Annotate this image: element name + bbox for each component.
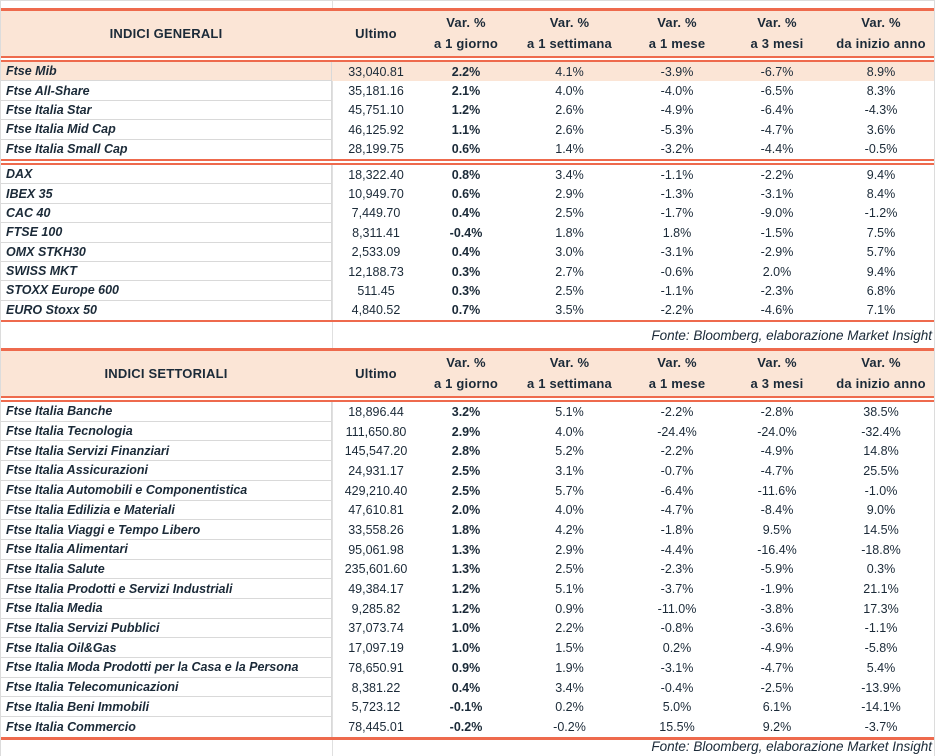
var-1month-value: -3.1% <box>660 660 694 675</box>
ultimo-value: 18,896.44 <box>348 404 404 419</box>
table-row <box>0 461 935 481</box>
table-row <box>0 638 935 658</box>
var-1month-value: -6.4% <box>660 483 694 498</box>
var-1week-value: 5.7% <box>555 483 584 498</box>
indici-generali-table <box>0 8 935 322</box>
var-ytd-value: 6.8% <box>866 283 896 298</box>
indici-settoriali-rows <box>0 402 935 737</box>
var-ytd-value: 7.1% <box>866 303 896 318</box>
var-3months-value: -6.4% <box>760 103 794 118</box>
var-1day-value: 1.3% <box>451 542 481 557</box>
var-3months-value: 6.1% <box>762 700 792 715</box>
var-1week-value: 2.5% <box>555 206 584 221</box>
var-3months-value: -1.5% <box>760 225 794 240</box>
table-row <box>0 579 935 599</box>
row-label: Ftse All-Share <box>0 81 332 100</box>
table-row <box>0 560 935 580</box>
ultimo-value: 9,285.82 <box>351 601 401 616</box>
var-label-line2: da inizio anno <box>836 36 926 51</box>
var-1day-value: 2.1% <box>451 84 481 99</box>
var-ytd-value: -0.5% <box>864 142 898 157</box>
var-1week-value: 3.1% <box>555 463 584 478</box>
table-row <box>0 501 935 521</box>
ultimo-value: 5,723.12 <box>351 700 401 715</box>
table-row <box>0 717 935 737</box>
var-label-line1: Var. % <box>861 15 901 30</box>
var-3months-value: -3.1% <box>760 187 794 202</box>
var-1day-value: 1.3% <box>451 562 481 577</box>
var-1week-value: 1.4% <box>555 142 584 157</box>
var-1week-value: 5.1% <box>555 404 584 419</box>
row-label: Ftse Italia Media <box>0 599 332 619</box>
var-1week-value: 4.2% <box>555 523 584 538</box>
indici-settoriali-table <box>0 348 935 740</box>
var-label-line1: Var. % <box>446 15 486 30</box>
source-note: Fonte: Bloomberg, elaborazione Market Insight <box>651 739 932 755</box>
var-1week-value: 2.9% <box>555 542 584 557</box>
var-ytd-value: -18.8% <box>861 542 901 557</box>
row-label: Ftse Italia Moda Prodotti per la Casa e la Persona <box>0 658 332 678</box>
ultimo-value: 12,188.73 <box>348 264 404 279</box>
var-1month-value: -0.6% <box>660 264 694 279</box>
row-label: Ftse Italia Oil&Gas <box>0 638 332 658</box>
var-ytd-value: 14.5% <box>863 523 899 538</box>
var-1month-value: 15.5% <box>659 719 695 734</box>
row-label: FTSE 100 <box>0 223 332 242</box>
var-ytd-value: 0.3% <box>866 562 896 577</box>
var-1month-value: -11.0% <box>657 601 697 616</box>
table-row <box>0 697 935 717</box>
var-3months-value: -2.9% <box>760 245 794 260</box>
table-row <box>0 120 935 139</box>
ultimo-value: 8,381.22 <box>351 680 401 695</box>
ultimo-value: 2,533.09 <box>351 245 401 260</box>
row-label: Ftse Italia Edilizia e Materiali <box>0 501 332 521</box>
var-ytd-value: 8.3% <box>866 84 896 99</box>
var-1day-value: -0.2% <box>449 719 483 734</box>
table-row <box>0 481 935 501</box>
ultimo-value: 33,040.81 <box>348 64 404 79</box>
var-1day-value: 1.0% <box>451 621 481 636</box>
page-edge-left <box>0 0 1 756</box>
var-ytd-value: -3.7% <box>864 719 898 734</box>
table-row <box>0 204 935 223</box>
var-3months-value: -11.6% <box>757 483 797 498</box>
var-1day-value: 0.7% <box>451 303 481 318</box>
var-3months-value: -9.0% <box>760 206 794 221</box>
var-1week-value: 1.9% <box>555 660 584 675</box>
var-ytd-value: 5.7% <box>866 245 896 260</box>
ultimo-value: 78,650.91 <box>348 660 404 675</box>
row-label: Ftse Mib <box>0 62 332 81</box>
var-ytd-value: -1.1% <box>864 621 898 636</box>
var-1month-value: -0.4% <box>660 680 694 695</box>
var-1month-value: -4.4% <box>660 542 694 557</box>
var-3months-value: 9.5% <box>762 523 792 538</box>
ultimo-value: 49,384.17 <box>348 582 404 597</box>
var-3months-value: -16.4% <box>757 542 797 557</box>
var-ytd-value: 21.1% <box>863 582 899 597</box>
var-1month-value: -4.9% <box>660 103 694 118</box>
var-label-line2: a 1 mese <box>648 36 706 51</box>
indici-generali-header <box>0 11 935 56</box>
var-3months-value: 9.2% <box>762 719 792 734</box>
var-ytd-value: 3.6% <box>866 122 896 137</box>
col-header-ultimo: Ultimo <box>355 26 397 41</box>
var-1week-value: 2.5% <box>555 283 584 298</box>
var-3months-value: -2.5% <box>760 680 794 695</box>
row-label: Ftse Italia Tecnologia <box>0 422 332 442</box>
table-row <box>0 243 935 262</box>
var-3months-value: -1.9% <box>760 582 794 597</box>
var-1week-value: 3.0% <box>555 245 584 260</box>
var-ytd-value: 9.0% <box>866 503 896 518</box>
var-ytd-value: 25.5% <box>863 463 899 478</box>
var-3months-value: -5.9% <box>760 562 794 577</box>
var-1day-value: 2.8% <box>451 444 481 459</box>
var-1day-value: 1.2% <box>451 601 481 616</box>
var-1day-value: 2.2% <box>451 64 481 79</box>
var-1month-value: -4.7% <box>660 503 694 518</box>
page-edge-top <box>0 0 935 1</box>
ultimo-value: 37,073.74 <box>348 621 404 636</box>
var-label-line2: a 3 mesi <box>750 376 804 392</box>
ultimo-value: 429,210.40 <box>344 483 408 498</box>
var-1month-value: -2.2% <box>660 303 694 318</box>
ultimo-value: 18,322.40 <box>348 167 404 182</box>
var-3months-value: -4.4% <box>760 142 794 157</box>
var-1day-value: 0.3% <box>451 264 481 279</box>
var-1week-value: 4.1% <box>555 64 584 79</box>
var-ytd-value: -14.1% <box>861 700 901 715</box>
top-spacer <box>0 0 935 8</box>
ultimo-value: 8,311.41 <box>352 225 400 240</box>
var-1month-value: -1.8% <box>660 523 694 538</box>
row-label: STOXX Europe 600 <box>0 281 332 300</box>
var-1week-value: 4.0% <box>555 424 584 439</box>
var-3months-value: -24.0% <box>757 424 797 439</box>
var-1month-value: -1.1% <box>660 167 694 182</box>
var-1day-value: 0.4% <box>451 245 481 260</box>
var-label-line2: a 3 mesi <box>750 36 804 51</box>
var-1month-value: -0.8% <box>660 621 694 636</box>
var-label-line2: a 1 giorno <box>433 376 499 392</box>
var-ytd-value: 5.4% <box>866 660 896 675</box>
col-header-var-ytd <box>827 11 935 56</box>
var-ytd-value: -32.4% <box>861 424 901 439</box>
var-3months-value: -4.7% <box>760 660 794 675</box>
var-1month-value: -0.7% <box>660 463 694 478</box>
var-ytd-value: 9.4% <box>866 167 896 182</box>
col-header-var-1week <box>512 351 627 396</box>
row-label: Ftse Italia Automobili e Componentistica <box>0 481 332 501</box>
row-label: Ftse Italia Prodotti e Servizi Industriali <box>0 579 332 599</box>
row-label: Ftse Italia Alimentari <box>0 540 332 560</box>
var-ytd-value: 38.5% <box>863 404 899 419</box>
var-3months-value: -4.7% <box>760 122 794 137</box>
var-1month-value: -3.2% <box>660 142 694 157</box>
var-1week-value: 5.2% <box>555 444 584 459</box>
var-1day-value: -0.4% <box>449 225 483 240</box>
var-1month-value: -4.0% <box>660 84 694 99</box>
row-label: Ftse Italia Banche <box>0 402 332 422</box>
var-1month-value: 1.8% <box>662 225 692 240</box>
ultimo-value: 46,125.92 <box>348 122 404 137</box>
source-note: Fonte: Bloomberg, elaborazione Market Insight <box>651 327 932 343</box>
ultimo-value: 10,949.70 <box>348 187 404 202</box>
var-3months-value: -2.2% <box>760 167 794 182</box>
indici-settoriali-header <box>0 351 935 396</box>
var-1week-value: 1.8% <box>555 225 584 240</box>
var-label-line1: Var. % <box>549 355 590 371</box>
ultimo-value: 28,199.75 <box>348 142 404 157</box>
var-1month-value: -24.4% <box>657 424 697 439</box>
var-ytd-value: -4.3% <box>864 103 898 118</box>
col-header-var-1day <box>420 351 512 396</box>
table-row <box>0 540 935 560</box>
table-row <box>0 101 935 120</box>
var-1day-value: -0.1% <box>449 700 483 715</box>
var-1week-value: 4.0% <box>555 84 584 99</box>
var-ytd-value: 7.5% <box>866 225 896 240</box>
var-1day-value: 0.4% <box>451 206 481 221</box>
ultimo-value: 35,181.16 <box>348 84 404 99</box>
var-1day-value: 1.0% <box>451 641 481 656</box>
table-row <box>0 599 935 619</box>
var-ytd-value: -1.2% <box>864 206 898 221</box>
var-1week-value: 1.5% <box>555 641 584 656</box>
var-ytd-value: -5.8% <box>864 641 898 656</box>
ultimo-value: 47,610.81 <box>348 503 404 518</box>
table-row <box>0 62 935 81</box>
var-1day-value: 1.8% <box>451 523 481 538</box>
row-label: Ftse Italia Salute <box>0 560 332 580</box>
var-1month-value: -1.1% <box>660 283 694 298</box>
var-1month-value: -5.3% <box>660 122 694 137</box>
row-label: DAX <box>0 165 332 184</box>
var-1week-value: 2.9% <box>555 187 584 202</box>
row-label: CAC 40 <box>0 204 332 223</box>
ultimo-value: 4,840.52 <box>351 303 401 318</box>
var-1month-value: -3.1% <box>660 245 694 260</box>
var-3months-value: -3.6% <box>760 621 794 636</box>
var-label-line2: a 1 settimana <box>527 36 612 51</box>
var-1month-value: -2.3% <box>660 562 694 577</box>
table-title: INDICI SETTORIALI <box>104 366 228 382</box>
var-1day-value: 0.6% <box>451 142 481 157</box>
col-header-var-1month <box>627 351 727 396</box>
var-1month-value: -2.2% <box>660 444 694 459</box>
ultimo-value: 45,751.10 <box>348 103 404 118</box>
var-ytd-value: 8.4% <box>866 187 896 202</box>
var-1day-value: 1.2% <box>451 103 481 118</box>
var-3months-value: -4.7% <box>760 463 794 478</box>
col-header-var-1month <box>627 11 727 56</box>
table-row <box>0 184 935 203</box>
var-ytd-value: -1.0% <box>864 483 898 498</box>
row-label: Ftse Italia Telecomunicazioni <box>0 678 332 698</box>
table-row <box>0 441 935 461</box>
var-1day-value: 2.9% <box>451 424 481 439</box>
var-1week-value: 3.4% <box>555 680 584 695</box>
indici-generali-rows <box>0 62 935 320</box>
var-1month-value: -3.7% <box>660 582 694 597</box>
ultimo-value: 33,558.26 <box>348 523 404 538</box>
var-1day-value: 1.2% <box>451 582 481 597</box>
var-1month-value: -2.2% <box>660 404 694 419</box>
var-3months-value: -3.8% <box>760 601 794 616</box>
ultimo-value: 511.45 <box>357 283 395 298</box>
var-3months-value: -4.9% <box>760 641 794 656</box>
table-row <box>0 678 935 698</box>
var-1week-value: -0.2% <box>553 719 586 734</box>
var-1day-value: 0.3% <box>451 283 481 298</box>
var-label-line1: Var. % <box>657 355 697 371</box>
var-label-line2: da inizio anno <box>836 376 926 392</box>
row-label: Ftse Italia Star <box>0 101 332 120</box>
var-label-line1: Var. % <box>757 15 797 30</box>
var-1week-value: 4.0% <box>555 503 584 518</box>
var-label-line2: a 1 settimana <box>527 376 612 392</box>
var-1month-value: 5.0% <box>662 700 692 715</box>
row-label: Ftse Italia Assicurazioni <box>0 461 332 481</box>
table-row <box>0 223 935 242</box>
var-3months-value: -4.6% <box>760 303 794 318</box>
ultimo-value: 95,061.98 <box>348 542 404 557</box>
var-1month-value: -1.7% <box>660 206 694 221</box>
var-1month-value: -3.9% <box>660 64 694 79</box>
var-1week-value: 2.5% <box>555 562 584 577</box>
col-header-var-ytd <box>827 351 935 396</box>
var-1day-value: 2.5% <box>451 463 481 478</box>
var-3months-value: -2.3% <box>760 283 794 298</box>
var-1day-value: 2.0% <box>451 503 481 518</box>
var-ytd-value: -13.9% <box>861 680 901 695</box>
var-ytd-value: 17.3% <box>863 601 899 616</box>
row-label: Ftse Italia Commercio <box>0 717 332 737</box>
var-3months-value: -6.5% <box>760 84 794 99</box>
table-row <box>0 81 935 100</box>
var-1week-value: 2.6% <box>555 122 584 137</box>
row-label: OMX STKH30 <box>0 243 332 262</box>
table-row <box>0 301 935 320</box>
row-label: IBEX 35 <box>0 184 332 203</box>
row-label: Ftse Italia Servizi Pubblici <box>0 619 332 639</box>
var-1week-value: 5.1% <box>555 582 584 597</box>
table-row <box>0 619 935 639</box>
var-label-line1: Var. % <box>549 15 590 30</box>
col-header-var-3months <box>727 351 827 396</box>
var-1week-value: 3.4% <box>555 167 584 182</box>
var-3months-value: -2.8% <box>760 404 794 419</box>
var-3months-value: -4.9% <box>760 444 794 459</box>
row-label: Ftse Italia Viaggi e Tempo Libero <box>0 520 332 540</box>
table-row <box>0 658 935 678</box>
var-1day-value: 1.1% <box>451 122 481 137</box>
ultimo-value: 78,445.01 <box>348 719 404 734</box>
var-1week-value: 3.5% <box>555 303 584 318</box>
var-1week-value: 2.6% <box>555 103 584 118</box>
var-1week-value: 2.2% <box>555 621 584 636</box>
var-1day-value: 0.4% <box>451 680 481 695</box>
var-ytd-value: 14.8% <box>863 444 899 459</box>
table-row <box>0 165 935 184</box>
var-1week-value: 0.2% <box>555 700 584 715</box>
col-header-ultimo: Ultimo <box>355 366 397 382</box>
ultimo-value: 24,931.17 <box>348 463 404 478</box>
var-1week-value: 2.7% <box>555 264 584 279</box>
var-ytd-value: 9.4% <box>866 264 896 279</box>
row-label: EURO Stoxx 50 <box>0 301 332 320</box>
var-1day-value: 0.6% <box>451 187 481 202</box>
var-1month-value: 0.2% <box>662 641 692 656</box>
var-label-line1: Var. % <box>446 355 486 371</box>
ultimo-value: 111,650.80 <box>345 424 407 439</box>
var-1day-value: 0.8% <box>451 167 481 182</box>
row-label: SWISS MKT <box>0 262 332 281</box>
col-header-var-1day <box>420 11 512 56</box>
ultimo-value: 235,601.60 <box>344 562 408 577</box>
var-label-line1: Var. % <box>861 355 901 371</box>
table-title: INDICI GENERALI <box>109 26 223 41</box>
table-row <box>0 262 935 281</box>
var-label-line1: Var. % <box>757 355 797 371</box>
table-row <box>0 422 935 442</box>
ultimo-value: 7,449.70 <box>351 206 401 221</box>
table-row <box>0 140 935 159</box>
var-1day-value: 3.2% <box>451 404 481 419</box>
var-label-line2: a 1 giorno <box>433 36 499 51</box>
row-label: Ftse Italia Small Cap <box>0 140 332 159</box>
col-header-var-3months <box>727 11 827 56</box>
var-ytd-value: 8.9% <box>866 64 896 79</box>
row-label: Ftse Italia Mid Cap <box>0 120 332 139</box>
var-3months-value: -6.7% <box>760 64 794 79</box>
ultimo-value: 145,547.20 <box>344 444 408 459</box>
var-1week-value: 0.9% <box>555 601 584 616</box>
var-3months-value: -8.4% <box>760 503 794 518</box>
var-1day-value: 0.9% <box>451 660 481 675</box>
table-row <box>0 402 935 422</box>
var-1month-value: -1.3% <box>660 187 694 202</box>
col-header-var-1week <box>512 11 627 56</box>
ultimo-value: 17,097.19 <box>348 641 404 656</box>
var-1day-value: 2.5% <box>451 483 481 498</box>
table-row <box>0 520 935 540</box>
row-label: Ftse Italia Servizi Finanziari <box>0 441 332 461</box>
var-label-line2: a 1 mese <box>648 376 706 392</box>
var-3months-value: 2.0% <box>762 264 792 279</box>
table-row <box>0 281 935 300</box>
var-label-line1: Var. % <box>657 15 697 30</box>
row-label: Ftse Italia Beni Immobili <box>0 697 332 717</box>
